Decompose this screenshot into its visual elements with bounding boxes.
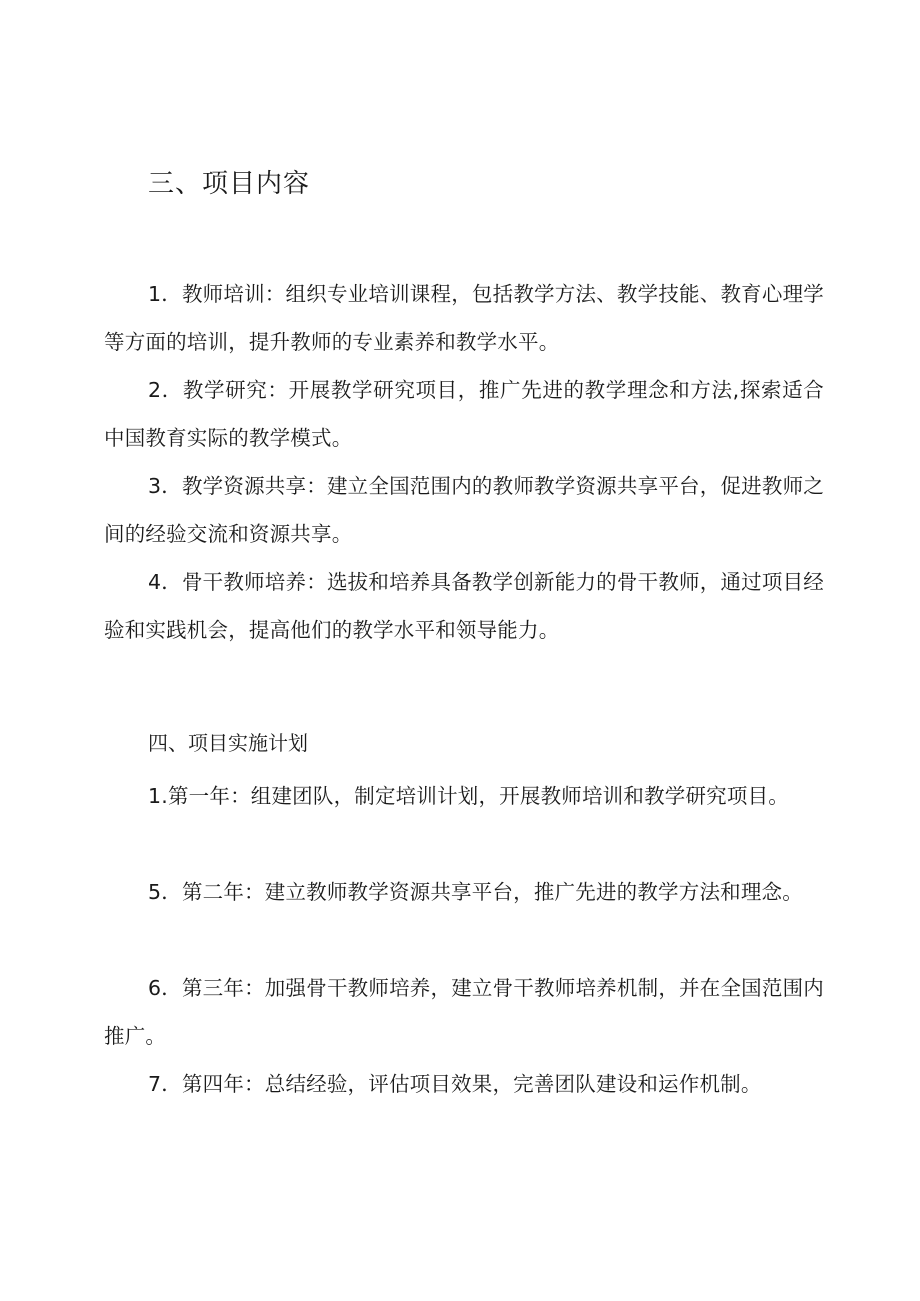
plan-item-3 [104,964,824,1060]
item-number: 5． [148,880,182,904]
item-text: 第三年：加强骨干教师培养，建立骨干教师培养机制，并在全国范围内推广。 [104,976,824,1048]
item-text: 第二年：建立教师教学资源共享平台，推广先进的教学方法和理念。 [181,880,803,904]
section-heading-plan: 四、项目实施计划 [148,731,308,755]
plan-item-4 [104,1060,824,1108]
item-number: 2． [148,378,183,402]
plan-item-2 [104,868,824,916]
content-item-4 [104,558,824,654]
section-heading-content: 三、项目内容 [148,169,311,199]
item-number: 7． [148,1072,182,1096]
item-text: 第四年：总结经验，评估项目效果，完善团队建设和运作机制。 [181,1072,762,1096]
item-text: 教学资源共享：建立全国范围内的教师教学资源共享平台，促进教师之间的经验交流和资源共享。 [104,474,824,546]
item-number: 3． [148,474,182,498]
item-text: 骨干教师培养：选拔和培养具备教学创新能力的骨干教师，通过项目经验和实践机会，提高他们的教学水平和领导能力。 [104,570,824,642]
content-item-2 [104,366,824,462]
item-number: 4． [148,570,182,594]
item-text: 教学研究：开展教学研究项目，推广先进的教学理念和方法,探索适合中国教育实际的教学模式。 [104,378,824,450]
item-text: 教师培训：组织专业培训课程，包括教学方法、教学技能、教育心理学等方面的培训，提升教师的专业素养和教学水平。 [104,282,824,354]
item-text: 第一年：组建团队，制定培训计划，开展教师培训和教学研究项目。 [167,784,789,808]
item-number: 1． [148,282,182,306]
item-number: 1. [148,784,168,808]
content-item-3 [104,462,824,558]
plan-item-1 [104,772,824,820]
content-item-1 [104,270,824,366]
item-number: 6． [148,976,182,1000]
